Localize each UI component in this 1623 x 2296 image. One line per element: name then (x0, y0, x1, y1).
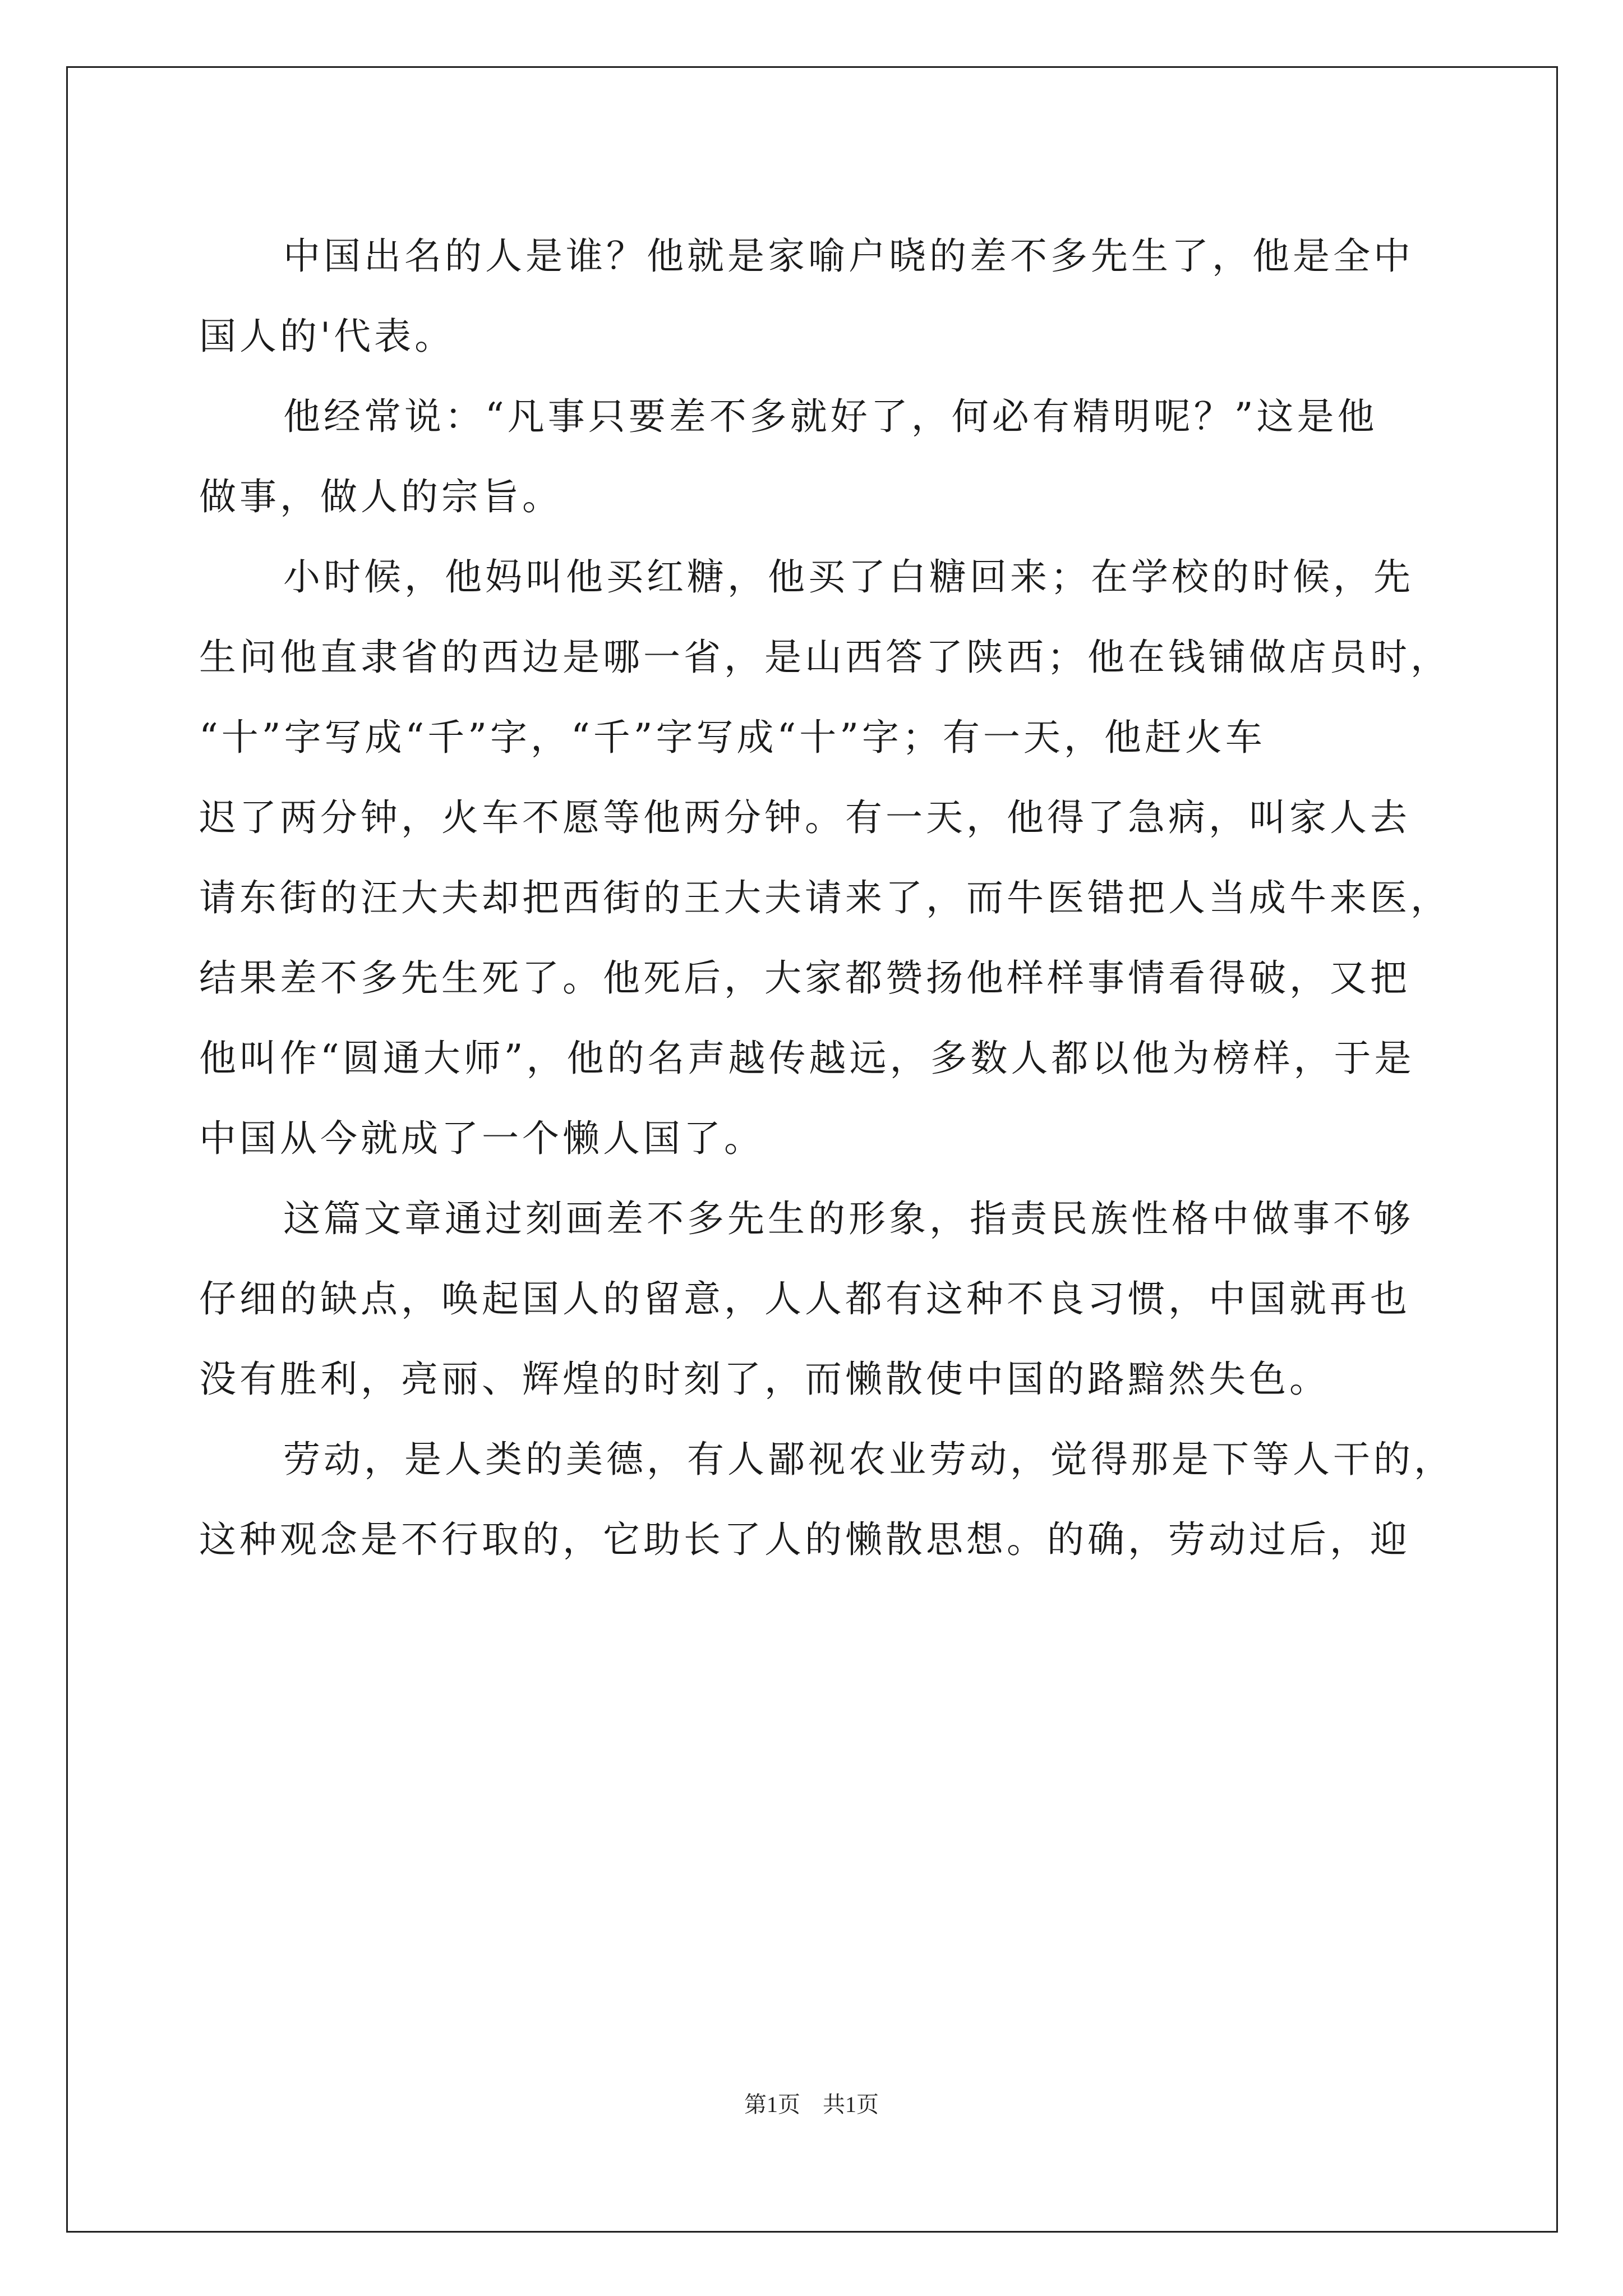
paragraph-5-line-1: 劳动，是人类的美德，有人鄙视农业劳动，觉得那是下等人干的， (283, 1438, 1454, 1481)
paragraph-4-line-3: 没有胜利，亮丽、辉煌的时刻了，而懒散使中国的路黯然失色。 (199, 1358, 1330, 1401)
paragraph-3-line-6: 结果差不多先生死了。他死后，大家都赞扬他样样事情看得破，又把 (199, 956, 1410, 1000)
paragraph-1-line-1: 中国出名的人是谁？他就是家喻户晓的差不多先生了，他是全中 (283, 234, 1414, 278)
paragraph-3-line-2: 生问他直隶省的西边是哪一省，是山西答了陕西；他在钱铺做店员时， (199, 636, 1451, 679)
paragraph-4-line-1: 这篇文章通过刻画差不多先生的形象，指责民族性格中做事不够 (283, 1197, 1414, 1240)
paragraph-3-line-1: 小时候，他妈叫他买红糖，他买了白糖回来；在学校的时候，先 (283, 555, 1414, 599)
paragraph-2-line-1: 他经常说：“凡事只要差不多就好了，何必有精明呢？”这是他 (283, 395, 1378, 438)
document-body (199, 216, 1454, 1580)
paragraph-1-line-2: 国人的'代表。 (199, 315, 455, 358)
paragraph-2-line-2: 做事，做人的宗旨。 (199, 475, 562, 518)
paragraph-3-line-8: 中国从今就成了一个懒人国了。 (199, 1117, 764, 1160)
paragraph-3-line-4: 迟了两分钟，火车不愿等他两分钟。有一天，他得了急病，叫家人去 (199, 796, 1410, 839)
paragraph-5-line-2: 这种观念是不行取的，它助长了人的懒散思想。的确，劳动过后，迎 (199, 1518, 1410, 1561)
paragraph-3-line-5: 请东街的汪大夫却把西街的王大夫请来了，而牛医错把人当成牛来医， (199, 876, 1451, 919)
paragraph-3-line-3: “十”字写成“千”字，“千”字写成“十”字；有一天，他赶火车 (199, 716, 1266, 759)
paragraph-4-line-2: 仔细的缺点，唤起国人的留意，人人都有这种不良习惯，中国就再也 (199, 1277, 1410, 1320)
page-number-footer: 第1页 共1页 (744, 2092, 879, 2117)
paragraph-3-line-7: 他叫作“圆通大师”，他的名声越传越远，多数人都以他为榜样，于是 (199, 1037, 1415, 1080)
